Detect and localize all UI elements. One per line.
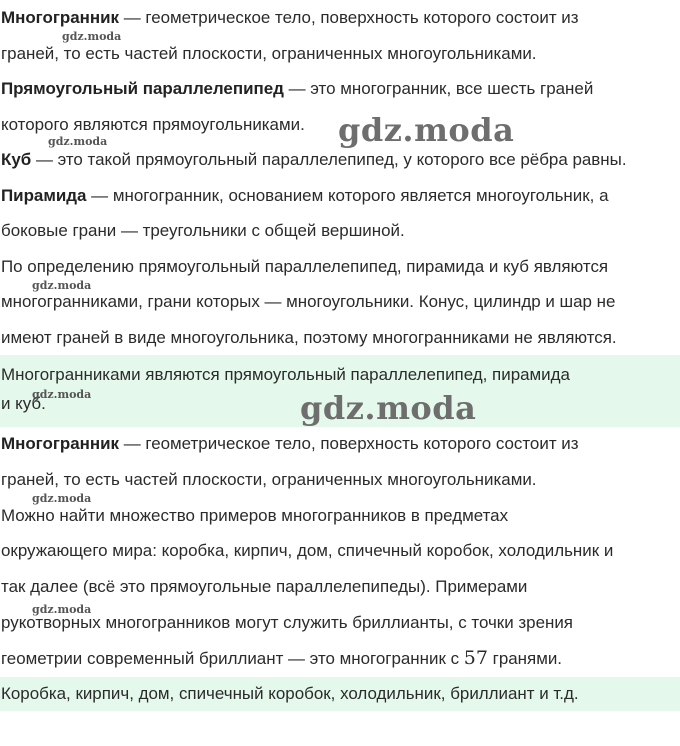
term-cuboid: Прямоугольный параллелепипед: [1, 79, 284, 98]
examples-line-5: [0, 640, 680, 676]
definition-polyhedron-line-2: граней, то есть частей плоскости, ограниченных многоугольниками.: [1, 44, 537, 63]
definition-text: — геометрическое тело, поверхность которого состоит из: [119, 8, 579, 27]
examples-line-3: так далее (всё это прямоугольные параллелепипеды). Примерами: [1, 577, 528, 596]
watermark-large: gdz.moda: [338, 111, 515, 149]
watermark-small: gdz.moda: [32, 603, 92, 616]
explanation-line-3: имеют граней в виде многоугольника, поэтому многогранниками не являются.: [1, 328, 617, 347]
definition-polyhedron-2-line-1: [0, 426, 680, 462]
explanation-line-1: По определению прямоугольный параллелепипед, пирамида и куб являются: [1, 257, 609, 276]
examples-text: геометрии современный бриллиант — это многогранник с: [1, 649, 464, 668]
term-polyhedron: Многогранник: [1, 434, 120, 453]
watermark-small: gdz.moda: [32, 492, 92, 505]
definition-text: — геометрическое тело, поверхность которого состоит из: [119, 434, 579, 453]
definition-cuboid-line-2: которого являются прямоугольниками.: [1, 115, 305, 134]
definition-text: — многогранник, основанием которого является многоугольник, а: [86, 186, 609, 205]
watermark-large: gdz.moda: [300, 389, 477, 427]
answer-2-line-1: Коробка, кирпич, дом, спичечный коробок, холодильник, бриллиант и т.д.: [1, 684, 579, 703]
term-polyhedron: Многогранник: [1, 8, 120, 27]
examples-text-end: гранями.: [487, 649, 563, 668]
term-cube: Куб: [1, 150, 32, 169]
watermark-small: gdz.moda: [32, 388, 92, 401]
watermark-small: gdz.moda: [32, 279, 92, 292]
watermark-small: gdz.moda: [62, 30, 122, 43]
definition-pyramid-line-2: боковые грани — треугольники с общей вершиной.: [1, 221, 405, 240]
examples-line-4: рукотворных многогранников могут служить бриллианты, с точки зрения: [1, 613, 573, 632]
answer-1-line-2: и куб.: [1, 394, 46, 413]
definition-text: — это многогранник, все шесть граней: [283, 79, 594, 98]
definition-text: — это такой прямоугольный параллелепипед, у которого все рёбра равны.: [31, 150, 627, 169]
faces-count: 57: [463, 647, 488, 669]
explanation-line-2: многогранниками, грани которых — многоугольники. Конус, цилиндр и шар не: [1, 292, 616, 311]
definition-pyramid-line-1: [0, 178, 680, 214]
answer-1-line-1: Многогранниками являются прямоугольный параллелепипед, пирамида: [1, 365, 570, 384]
watermark-small: gdz.moda: [48, 135, 108, 148]
examples-line-2: окружающего мира: коробка, кирпич, дом, спичечный коробок, холодильник и: [1, 541, 614, 560]
examples-line-1: Можно найти множество примеров многогранников в предметах: [1, 506, 509, 525]
definition-cuboid-line-1: [0, 71, 680, 107]
definition-polyhedron-2-line-2: граней, то есть частей плоскости, ограниченных многоугольниками.: [1, 470, 537, 489]
term-pyramid: Пирамида: [1, 186, 87, 205]
answer-block-2: [0, 677, 680, 711]
